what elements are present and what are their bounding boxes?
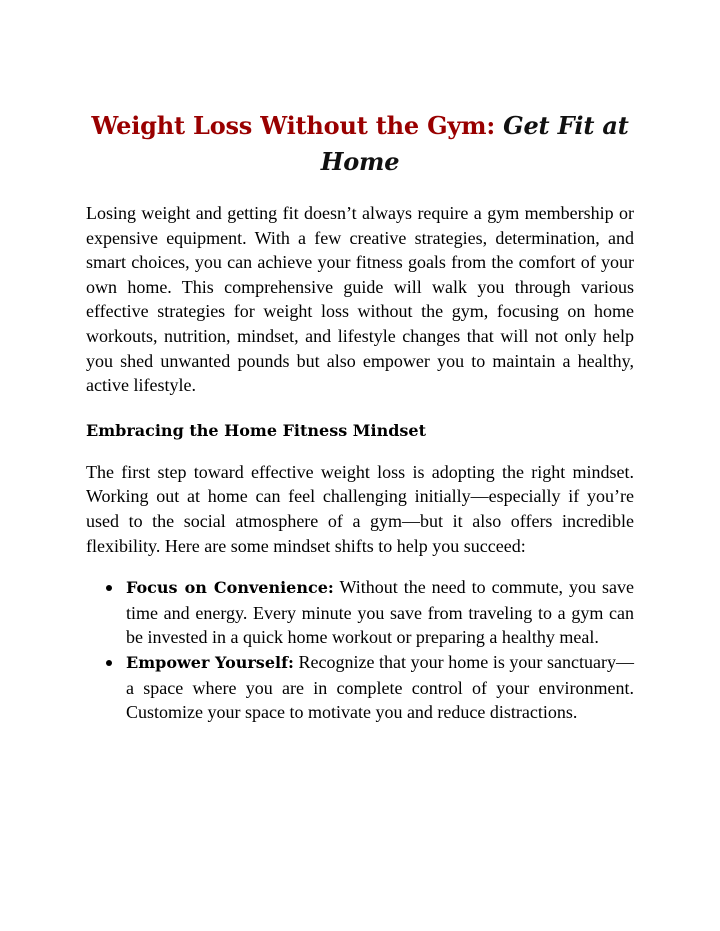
mindset-bullet-list bbox=[86, 575, 634, 725]
section-heading: Embracing the Home Fitness Mindset bbox=[86, 420, 426, 440]
document-page bbox=[86, 108, 634, 725]
bullet-text: Recognize that your home is your sanctuary—a space where you are in complete control of your environment. Customize your space to motivate you and reduce distractions. bbox=[126, 651, 634, 723]
section-paragraph: The first step toward effective weight loss is adopting the right mindset. Working out at home can feel challenging initially—especially if you’re used to the social atmosphere of a gym—but it also offers incredible flexibility. Here are some mindset shifts to help you succeed: bbox=[86, 461, 634, 556]
bullet-lead: Focus on Convenience: bbox=[126, 578, 334, 598]
page-title bbox=[86, 108, 634, 180]
bullet-dot-icon bbox=[106, 660, 112, 666]
bullet-lead: Empower Yourself: bbox=[126, 652, 294, 672]
bullet-item-empower bbox=[86, 650, 634, 725]
title-subtitle: Get Fit at Home bbox=[320, 111, 629, 176]
title-main: Weight Loss Without the Gym: bbox=[91, 111, 496, 140]
bullet-dot-icon bbox=[106, 585, 112, 591]
bullet-text: Without the need to commute, you save time and energy. Every minute you save from traveling to a gym can be invested in a quick home workout or preparing a healthy meal. bbox=[126, 577, 634, 648]
intro-paragraph: Losing weight and getting fit doesn’t always require a gym membership or expensive equipment. With a few creative strategies, determination, and smart choices, you can achieve your fitness goals from the comfort of your own home. This comprehensive guide will walk you through various effective strategies for weight loss without the gym, focusing on home workouts, nutrition, mindset, and lifestyle changes that will not only help you shed unwanted pounds but also empower you to maintain a healthy, active lifestyle. bbox=[86, 203, 634, 396]
bullet-item-convenience bbox=[86, 575, 634, 650]
